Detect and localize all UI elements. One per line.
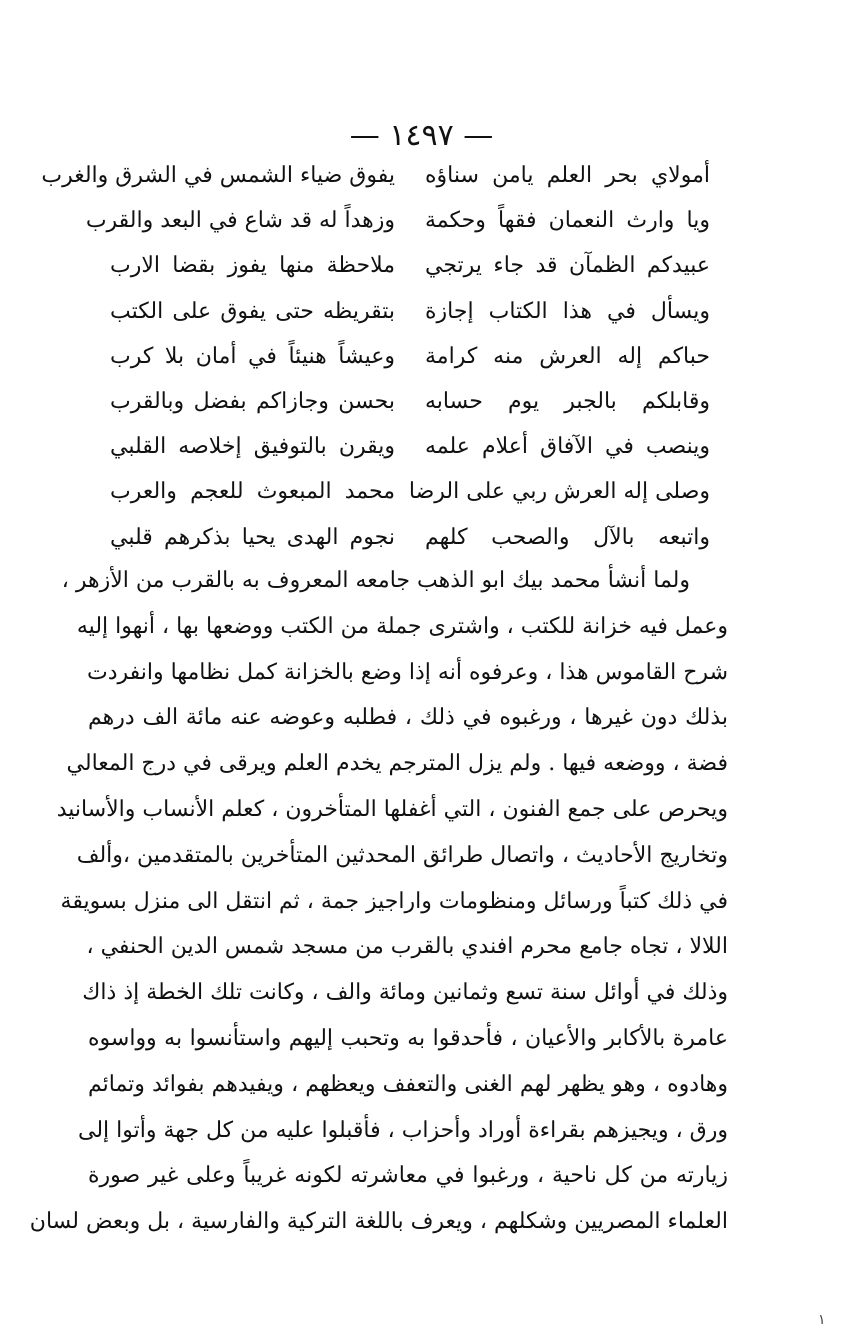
poem <box>41 153 710 560</box>
prose-line: وعمل فيه خزانة للكتب ، واشترى جملة من الكتب ووضعها بها ، أنهوا إليه <box>76 613 728 639</box>
verse-second-hemistich: يفوق ضياء الشمس في الشرق والغرب <box>41 163 395 189</box>
verse-first-hemistich: ويسأل في هذا الكتاب إجازة <box>425 298 710 324</box>
prose-line: ولما أنشأ محمد بيك ابو الذهب جامعه المعروف به بالقرب من الأزهر ، <box>61 568 690 593</box>
verse <box>110 289 710 334</box>
prose-line: وهادوه ، وهو يظهر لهم الغنى والتعفف ويعظهم ، ويفيدهم بفوائد وتمائم <box>88 1071 728 1097</box>
verse-first-hemistich: ويا وارث النعمان فقهاً وحكمة <box>425 208 710 234</box>
verse-second-hemistich: وعيشاً هنيئاً في أمان بلا كرب <box>110 343 395 369</box>
verse <box>110 424 710 469</box>
prose-line: شرح القاموس هذا ، وعرفوه أنه إذا وضع بالخزانة كمل نظامها وانفردت <box>87 659 728 685</box>
verse-first-hemistich: وينصب في الآفاق أعلام علمه <box>425 434 710 460</box>
verse <box>110 469 710 514</box>
verse <box>110 515 710 560</box>
verse-second-hemistich: محمد المبعوث للعجم والعرب <box>110 479 395 505</box>
prose-line: في ذلك كتباً ورسائل ومنظومات واراجيز جمة ، ثم انتقل الى منزل بسويقة <box>60 888 728 914</box>
prose-body <box>29 558 728 1245</box>
prose-line: اللالا ، تجاه جامع محرم افندي بالقرب من مسجد شمس الدين الحنفي ، <box>86 934 728 960</box>
page-number: — ١٤٩٧ — <box>349 118 494 153</box>
verse <box>110 379 710 424</box>
verse <box>85 198 710 243</box>
verse-first-hemistich: أمولاي بحر العلم يامن سناؤه <box>425 163 710 189</box>
prose-line: زيارته من كل ناحية ، ورغبوا في معاشرته لكونه غريباً وعلى غير صورة <box>88 1163 728 1189</box>
verse-second-hemistich: ملاحظة منها يفوز بقضا الارب <box>110 253 395 279</box>
prose-line: ويحرص على جمع الفنون ، التي أغفلها المتأخرون ، كعلم الأنساب والأسانيد <box>56 796 728 822</box>
prose-line: وذلك في أوائل سنة تسع وثمانين ومائة والف ، وكانت تلك الخطة إذ ذاك <box>82 980 728 1006</box>
verse <box>41 153 710 198</box>
prose-line: بذلك دون غيرها ، ورغبوه في ذلك ، فطلبه وعوضه عنه مائة الف درهم <box>88 705 728 731</box>
verse-first-hemistich: عبيدكم الظمآن قد جاء يرتجي <box>425 253 710 279</box>
prose-line: عامرة بالأكابر والأعيان ، فأحدقوا به وتحبب إليهم واستأنسوا به وواسوه <box>88 1025 728 1051</box>
verse-first-hemistich: وصلى إله العرش ربي على الرضا <box>408 479 710 505</box>
verse-first-hemistich: وقابلكم بالجبر يوم حسابه <box>425 389 710 415</box>
prose-line: وتخاريج الأحاديث ، واتصال طرائق المحدثين المتأخرين بالمتقدمين ،وألف <box>76 842 728 868</box>
verse-second-hemistich: وزهداً له قد شاع في البعد والقرب <box>85 208 395 234</box>
corner-mark: ١ <box>818 1312 826 1328</box>
verse <box>110 334 710 379</box>
verse-first-hemistich: واتبعه بالآل والصحب كلهم <box>425 524 710 550</box>
prose-line: ورق ، ويجيزهم بقراءة أوراد وأحزاب ، فأقبلوا عليه من كل جهة وأتوا إلى <box>77 1117 728 1143</box>
prose-line: العلماء المصريين وشكلهم ، ويعرف باللغة التركية والفارسية ، بل وبعض لسان <box>29 1209 728 1235</box>
prose-line: فضة ، ووضعه فيها . ولم يزل المترجم يخدم العلم ويرقى في درج المعالي <box>66 751 728 777</box>
verse-second-hemistich: ويقرن بالتوفيق إخلاصه القلبي <box>110 434 395 460</box>
verse <box>110 243 710 288</box>
verse-second-hemistich: نجوم الهدى يحيا بذكرهم قلبي <box>110 524 395 550</box>
verse-first-hemistich: حباكم إله العرش منه كرامة <box>425 343 710 369</box>
verse-second-hemistich: بتقريظه حتى يفوق على الكتب <box>110 298 395 324</box>
verse-second-hemistich: بحسن وجازاكم بفضل وبالقرب <box>110 389 395 415</box>
